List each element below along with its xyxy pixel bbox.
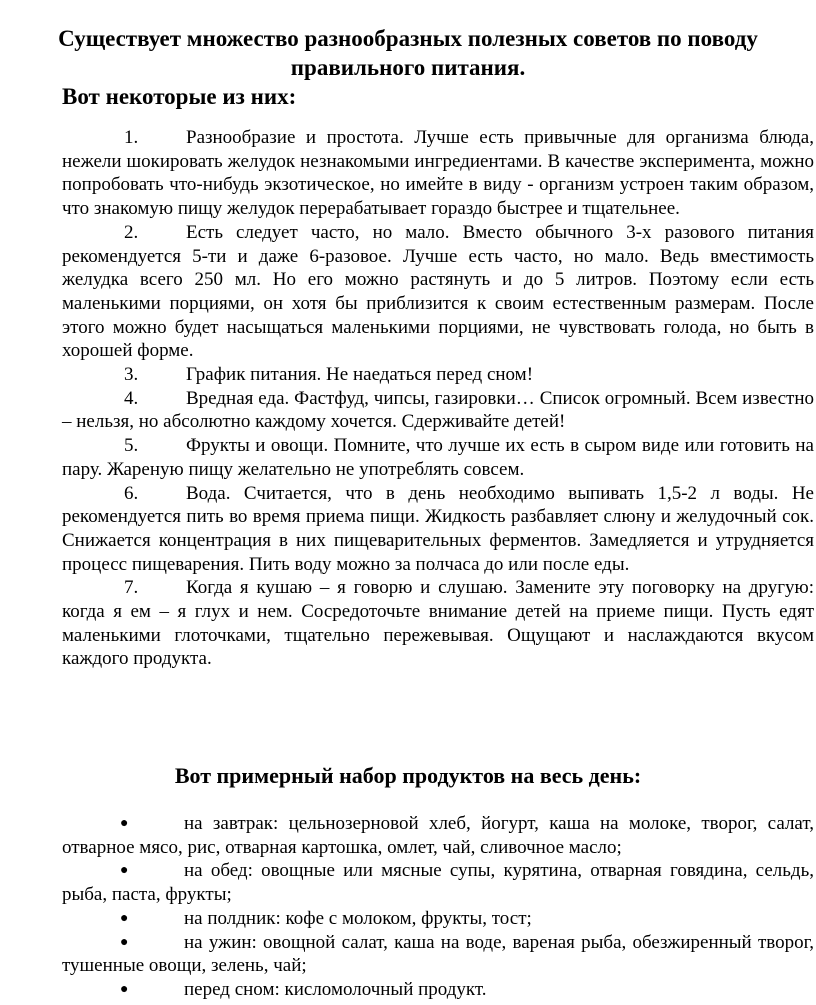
- menu-item: [62, 931, 814, 978]
- menu-section-title: Вот примерный набор продуктов на весь день:: [174, 763, 642, 788]
- menu-item: [62, 978, 814, 1002]
- menu-item: [62, 812, 814, 859]
- bullet-icon: ●: [120, 816, 129, 831]
- menu-item: [62, 907, 814, 931]
- tip-item: [62, 482, 814, 577]
- tip-text: Фрукты и овощи. Помните, что лучше их есть в сыром виде или готовить на пару. Жареную пищу желательно не употреблять совсем.: [62, 435, 814, 480]
- tip-item: [62, 576, 814, 671]
- tips-list: [62, 126, 814, 671]
- bullet-icon: ●: [120, 981, 129, 997]
- tip-number: 4.: [124, 387, 139, 409]
- menu-list: [62, 812, 814, 1002]
- menu-item-text: на обед: овощные или мясные супы, курятина, отварная говядина, сельдь, рыба, паста, фрукты;: [62, 860, 814, 906]
- document-title: Существует множество разнообразных полезных советов по поводу правильного питания.: [58, 26, 758, 80]
- menu-item: [62, 859, 814, 906]
- tip-number: 2.: [124, 221, 139, 243]
- menu-item-text: на ужин: овощной салат, каша на воде, вареная рыба, обезжиренный творог, тушенные овощи, зелень, чай;: [62, 931, 814, 977]
- tip-text: Когда я кушаю – я говорю и слушаю. Замените эту поговорку на другую: когда я ем – я глух и нем. Сосредоточьте внимание детей на приеме пищи. Пусть едят маленькими глоточками, тщательно пережевывая. Ощущают и наслаждаются вкусом каждого продукта.: [62, 577, 814, 670]
- tip-number: 5.: [124, 435, 139, 457]
- tip-item: [62, 387, 814, 434]
- tip-text: Вредная еда. Фастфуд, чипсы, газировки… Список огромный. Всем известно – нельзя, но абсолютно каждому хочется. Сдерживайте детей!: [62, 387, 814, 433]
- tip-text: Есть следует часто, но мало. Вместо обычного 3-х разового питания рекомендуется 5-ти и даже 6-разовое. Лучше есть часто, но мало. Ведь вместимость желудка всего 250 мл. Но его можно растянуть и до 5 литров. Поэтому если есть маленькими порциями, он хотя бы приблизится к своим естественным размерам. После этого можно будет насыщаться маленькими порциями, не чувствовать голода, но быть в хорошей форме.: [62, 221, 814, 362]
- tip-text: Вода. Считается, что в день необходимо выпивать 1,5-2 л воды. Не рекомендуется пить во время приема пищи. Жидкость разбавляет слюну и желудочный сок. Снижается концентрация в них пищеварительных ферментов. Замедляется и утрудняется процесс пищеварения. Пить воду можно за полчаса до или после еды.: [62, 482, 814, 575]
- menu-item-text: на полдник: кофе с молоком, фрукты, тост;: [184, 907, 532, 929]
- tip-item: [62, 221, 814, 363]
- tip-number: 7.: [124, 577, 139, 599]
- tip-item: [62, 363, 814, 387]
- bullet-icon: ●: [120, 863, 129, 879]
- tip-item: [62, 434, 814, 481]
- tip-number: 3.: [124, 364, 139, 386]
- tip-item: [62, 126, 814, 221]
- menu-item-text: перед сном: кисломолочный продукт.: [184, 978, 487, 1000]
- tip-text: Разнообразие и простота. Лучше есть привычные для организма блюда, нежели шокировать желудок незнакомыми ингредиентами. В качестве эксперимента, можно попробовать что-нибудь экзотическое, но имейте в виду - организм устроен таким образом, что знакомую пищу желудок перерабатывает гораздо быстрее и тщательнее.: [62, 127, 814, 220]
- bullet-icon: ●: [120, 910, 129, 926]
- document-subtitle: Вот некоторые из них:: [62, 84, 297, 109]
- tip-text: График питания. Не наедаться перед сном!: [186, 364, 534, 386]
- menu-item-text: на завтрак: цельнозерновой хлеб, йогурт, каша на молоке, творог, салат, отварное мясо, рис, отварная картошка, омлет, чай, сливочное масло;: [62, 813, 814, 858]
- tip-number: 6.: [124, 482, 139, 504]
- bullet-icon: ●: [120, 934, 129, 950]
- tip-number: 1.: [124, 127, 139, 148]
